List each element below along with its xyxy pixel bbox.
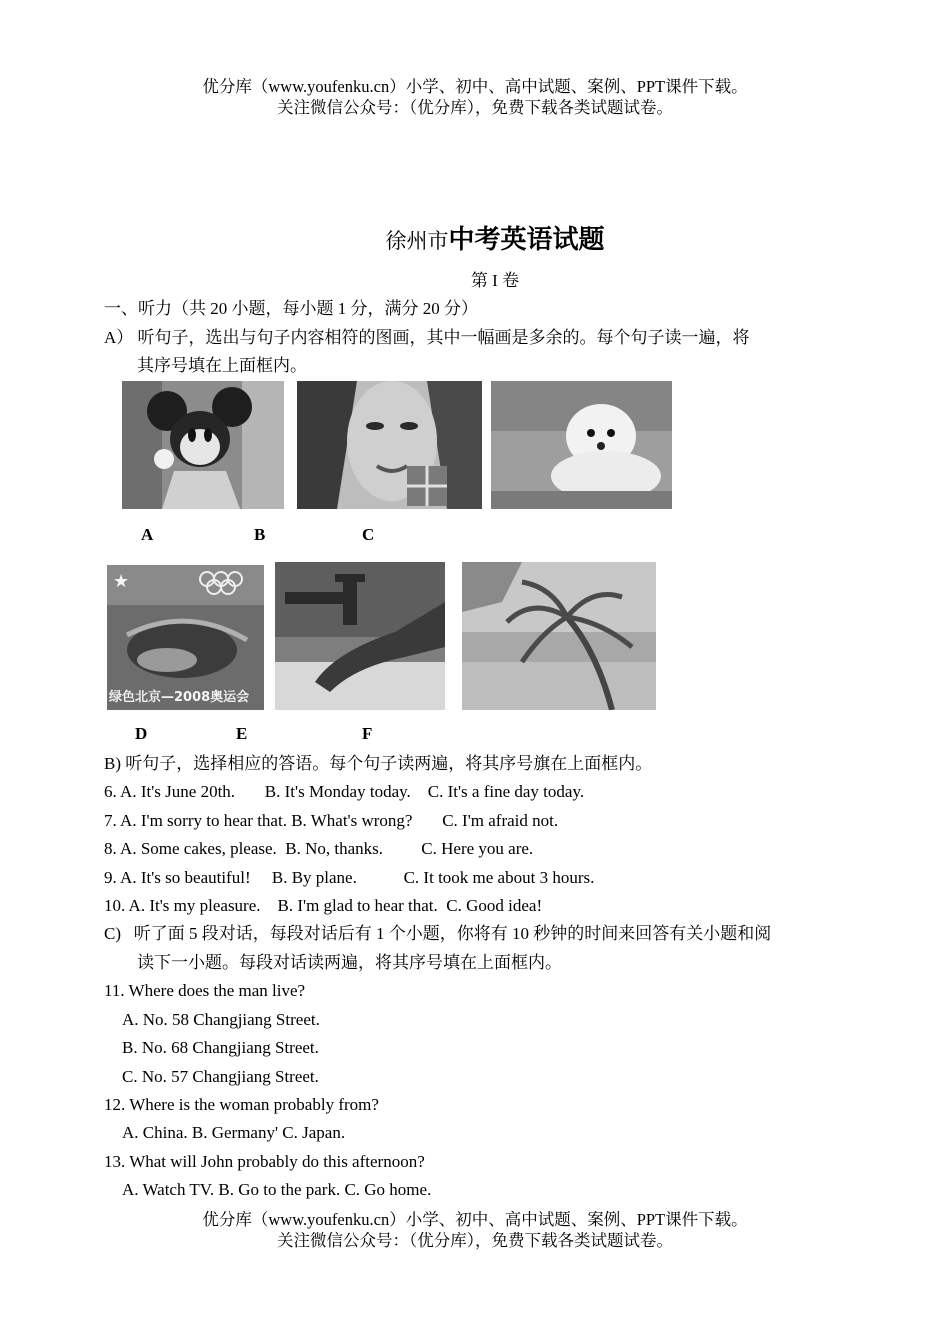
picture-mickey-mouse	[122, 381, 284, 509]
question-13-stem: 13. What will John probably do this afternoon?	[104, 1152, 425, 1171]
question-10: 10. A. It's my pleasure. B. I'm glad to hear that. C. Good idea!	[104, 896, 543, 915]
picture-label-b: B	[254, 525, 266, 544]
title-city: 徐州市	[385, 229, 449, 253]
part-c-instruction: C) 听了面 5 段对话，每段对话后有 1 个小题，你将有 10 秒钟的时间来回答有关小题和阅	[104, 924, 772, 943]
picture-palm-beach	[462, 562, 656, 710]
question-7: 7. A. I'm sorry to hear that. B. What's wrong? C. I'm afraid not.	[104, 811, 559, 830]
picture-water-tap	[275, 562, 445, 710]
question-8: 8. A. Some cakes, please. B. No, thanks. C. Here you are.	[104, 839, 534, 858]
header-watermark-line2: 关注微信公众号：（优分库），免费下载各类试题试卷。	[277, 98, 673, 117]
question-6: 6. A. It's June 20th. B. It's Monday today. C. It's a fine day today.	[104, 782, 585, 801]
picture-label-c: C	[362, 525, 375, 544]
svg-text:★: ★	[113, 571, 130, 592]
picture-white-dog	[491, 381, 672, 509]
footer-watermark-line1: 优分库（www.youfenku.cn）小学、初中、高中试题、案例、PPT课件下载。	[202, 1210, 748, 1229]
poster-caption: 绿色北京—2008奥运会	[109, 690, 250, 705]
section-listening-heading: 一、听力（共 20 小题，每小题 1 分，满分 20 分）	[104, 299, 478, 318]
question-11-option-b: B. No. 68 Changjiang Street.	[122, 1038, 319, 1057]
question-11-option-c: C. No. 57 Changjiang Street.	[122, 1067, 319, 1086]
picture-woman-eating-chocolate	[297, 381, 482, 509]
footer-watermark-line2: 关注微信公众号：（优分库），免费下载各类试题试卷。	[277, 1231, 673, 1250]
part-c-instruction-cont: 读下一小题。每段对话读两遍，将其序号填在上面框内。	[137, 953, 562, 972]
part-a-instruction-cont: 其序号填在上面框内。	[137, 356, 307, 375]
title-main: 中考英语试题	[448, 225, 605, 255]
question-11-option-a: A. No. 58 Changjiang Street.	[122, 1010, 320, 1029]
header-watermark-line1: 优分库（www.youfenku.cn）小学、初中、高中试题、案例、PPT课件下载。	[202, 77, 748, 96]
picture-label-d: D	[135, 724, 148, 743]
page-title	[0, 222, 950, 261]
picture-label-a: A	[141, 525, 154, 544]
part-b-instruction: B) 听句子，选择相应的答语。每个句子读两遍，将其序号旗在上面框内。	[104, 754, 653, 773]
picture-olympics-poster	[107, 565, 264, 710]
volume-heading: 第 I 卷	[470, 271, 520, 290]
picture-label-f: F	[362, 724, 373, 743]
question-12-stem: 12. Where is the woman probably from?	[104, 1095, 379, 1114]
part-a-instruction: A） 听句子，选出与句子内容相符的图画，其中一幅画是多余的。每个句子读一遍，将	[104, 328, 750, 347]
question-11-stem: 11. Where does the man live?	[104, 981, 306, 1000]
question-12-options: A. China. B. Germany' C. Japan.	[122, 1123, 346, 1142]
question-9: 9. A. It's so beautiful! B. By plane. C. It took me about 3 hours.	[104, 868, 595, 887]
picture-label-e: E	[236, 724, 248, 743]
question-13-options: A. Watch TV. B. Go to the park. C. Go home.	[122, 1180, 432, 1199]
